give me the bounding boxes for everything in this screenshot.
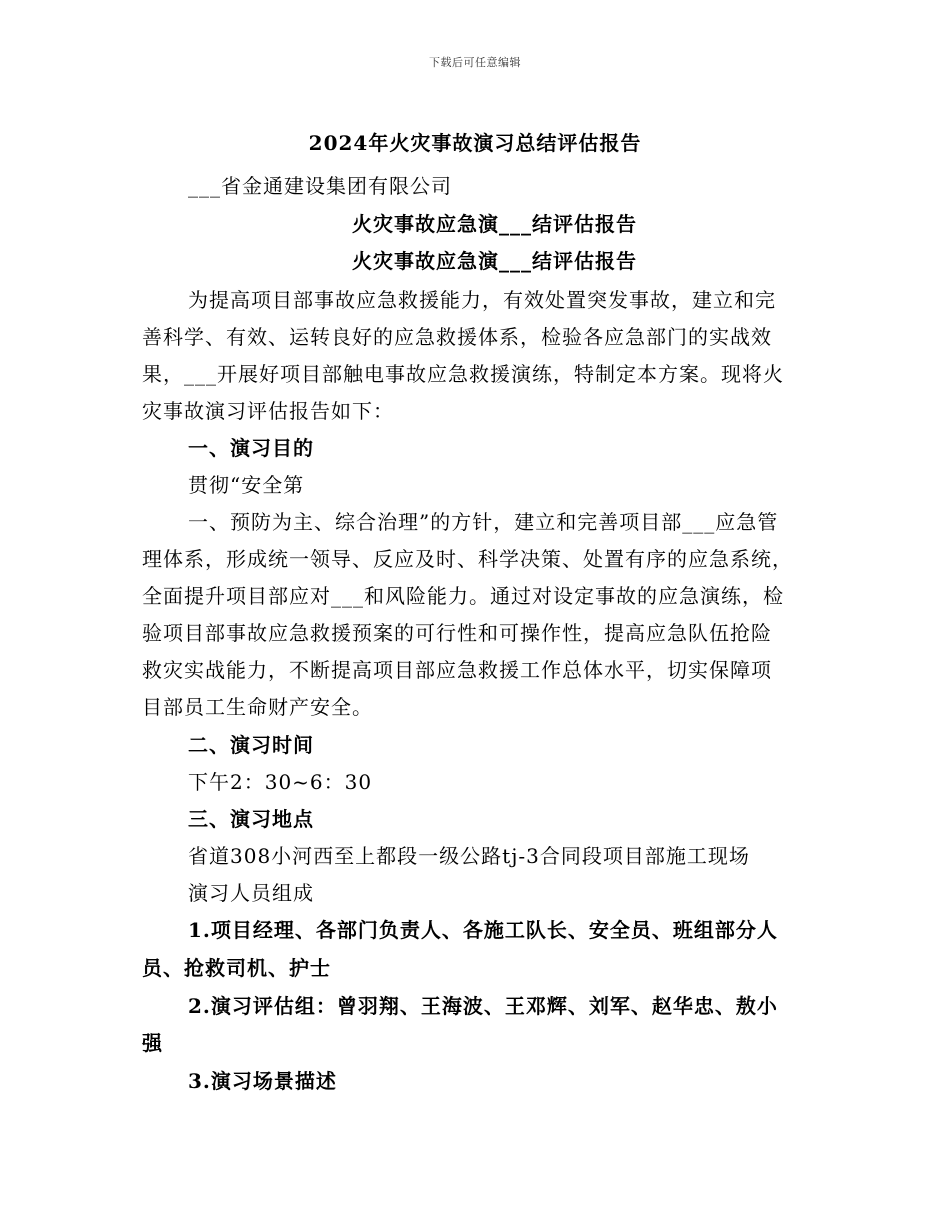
list-item: 1.项目经理、各部门负责人、各施工队长、安全员、班组部分人 <box>188 918 778 942</box>
paragraph-line: 灾事故演习评估报告如下： <box>142 399 394 423</box>
company-line: ___省金通建设集团有限公司 <box>188 174 452 198</box>
paragraph-line: 理体系，形成统一领导、反应及时、科学决策、处置有序的应急系统， <box>142 547 793 571</box>
paragraph-line: 全面提升项目部应对___和风险能力。通过对设定事故的应急演练，检 <box>142 584 784 608</box>
paragraph-line: 善科学、有效、运转良好的应急救援体系，检验各应急部门的实战效 <box>142 325 772 349</box>
paragraph-line: 贯彻“安全第 <box>188 473 305 497</box>
paragraph-line: 果，___开展好项目部触电事故应急救援演练，特制定本方案。现将火 <box>142 362 784 386</box>
list-item: 员、抢救司机、护士 <box>142 956 331 980</box>
paragraph-line: 验项目部事故应急救援预案的可行性和可操作性，提高应急队伍抢险 <box>142 621 772 645</box>
paragraph-line: 救灾实战能力，不断提高项目部应急救援工作总体水平，切实保障项 <box>142 658 772 682</box>
paragraph-line: 下午2：30~6：30 <box>188 770 373 794</box>
section-heading: 二、演习时间 <box>188 733 314 757</box>
document-title: 2024年火灾事故演习总结评估报告 <box>308 131 642 155</box>
section-heading: 一、演习目的 <box>188 436 314 460</box>
paragraph-line: 演习人员组成 <box>188 881 314 905</box>
subtitle-line-1: 火灾事故应急演___结评估报告 <box>352 212 637 236</box>
paragraph-line: 为提高项目部事故应急救援能力，有效处置突发事故，建立和完 <box>188 288 776 312</box>
list-item: 2.演习评估组：曾羽翔、王海波、王邓辉、刘军、赵华忠、敖小 <box>188 994 778 1018</box>
paragraph-line: 省道308小河西至上都段一级公路tj-3合同段项目部施工现场 <box>188 844 750 868</box>
list-item: 强 <box>142 1031 163 1055</box>
subtitle-line-2: 火灾事故应急演___结评估报告 <box>352 249 637 273</box>
list-item: 3.演习场景描述 <box>188 1069 337 1093</box>
paragraph-line: 一、预防为主、综合治理”的方针，建立和完善项目部___应急管 <box>188 510 779 534</box>
section-heading: 三、演习地点 <box>188 807 314 831</box>
header-note: 下载后可任意编辑 <box>429 56 521 69</box>
paragraph-line: 目部员工生命财产安全。 <box>142 695 373 719</box>
